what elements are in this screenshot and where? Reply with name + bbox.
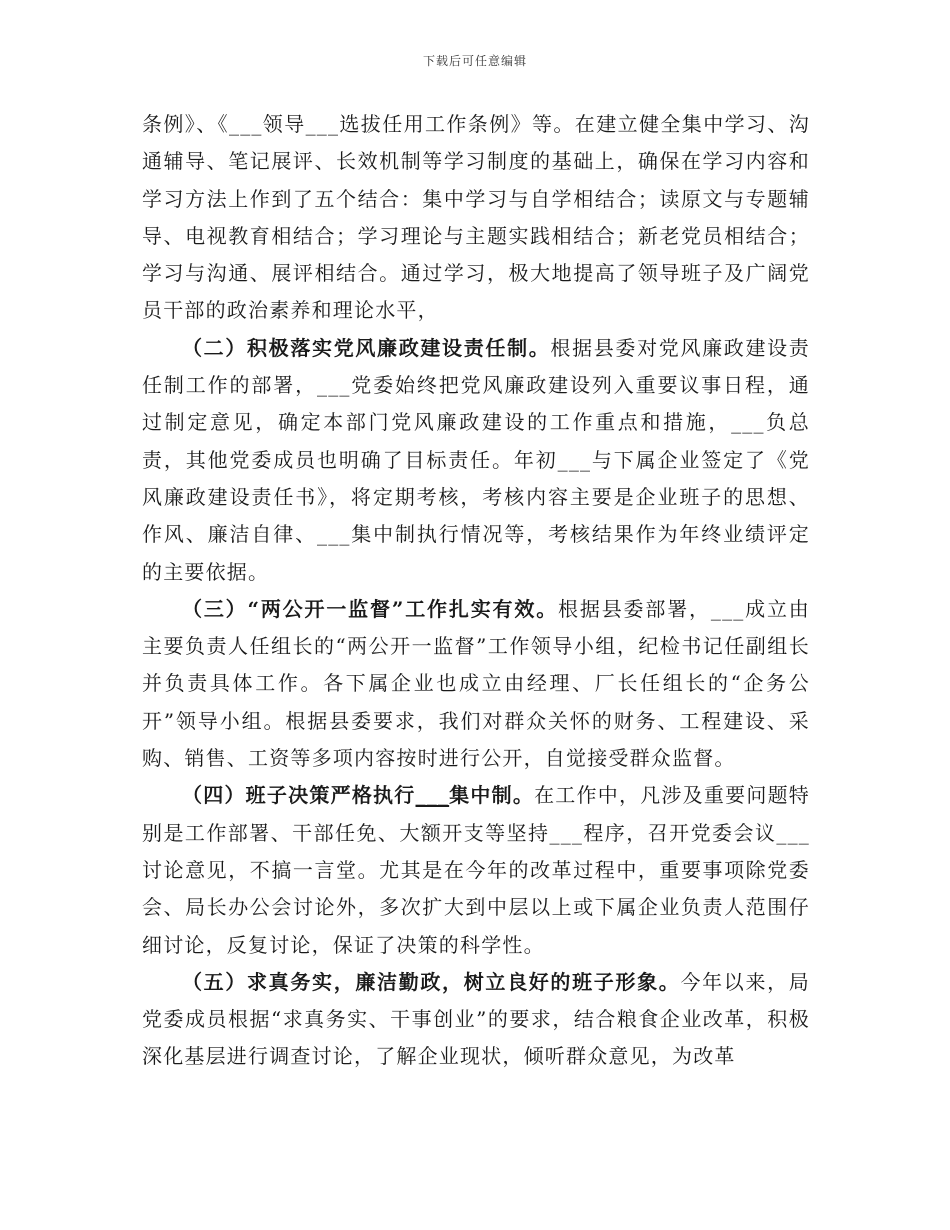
section-heading (182, 783, 534, 807)
paragraph-two-disclosures-one-supervision (142, 591, 810, 777)
paragraph-body: 条例》、《___领导___选拔任用工作条例》等。在建立健全集中学习、沟通辅导、笔记展评、长效机制等学习制度的基础上，确保在学习内容和学习方法上作到了五个结合：集中学习与自学相结合；读原文与专题辅导、电视教育相结合；学习理论与主题实践相结合；新老党员相结合；学习与沟通、展评相结合。通过学习，极大地提高了领导班子及广阔党员干部的政治素养和理论水平， (142, 112, 810, 323)
section-heading: （三）“两公开一监督”工作扎实有效。 (182, 596, 559, 621)
section-heading-suffix: 集中制。 (449, 783, 535, 808)
paragraph-study-continuation (142, 106, 810, 330)
paragraph-body: 在工作中，凡涉及重要问题特别是工作部署、干部任免、大额开支等坚持___程序，召开党委会议___讨论意见，不搞一言堂。尤其是在今年的改革过程中，重要事项除党委会、局长办公会讨论外，多次扩大到中层以上或下属企业负责人范围仔细讨论，反复讨论，保证了决策的科学性。 (142, 783, 810, 957)
page-header: 下载后可任意编辑 (422, 54, 527, 68)
section-heading: （五）求真务实，廉洁勤政，树立良好的班子形象。 (182, 969, 681, 994)
document-body (142, 106, 810, 1076)
paragraph-body: 根据县委对党风廉政建设责任制工作的部署，___党委始终把党风廉政建设列入重要议事日程，通过制定意见，确定本部门党风廉政建设的工作重点和措施，___负总责，其他党委成员也明确了目标责任。年初___与下属企业签定了《党风廉政建设责任书》，将定期考核，考核内容主要是企业班子的思想、作风、廉洁自律、___集中制执行情况等，考核结果作为年终业绩评定的主要依据。 (142, 335, 811, 584)
paragraph-body: 今年以来，局党委成员根据“求真务实、干事创业”的要求，结合粮食企业改革，积极深化基层进行调查讨论，了解企业现状，倾听群众意见，为改革 (142, 969, 810, 1069)
section-heading-blank: ___ (415, 783, 450, 808)
section-heading: （二）积极落实党风廉政建设责任制。 (182, 335, 551, 360)
paragraph-anti-corruption-responsibility (142, 330, 810, 591)
paragraph-pragmatic-image (142, 964, 810, 1076)
paragraph-body: 根据县委部署，___成立由主要负责人任组长的“两公开一监督”工作领导小组，纪检书记任副组长并负责具体工作。各下属企业也成立由经理、厂长任组长的“企务公开”领导小组。根据县委要求，我们对群众关怀的财务、工程建设、采购、销售、工资等多项内容按时进行公开，自觉接受群众监督。 (142, 596, 810, 771)
paragraph-decision-making (142, 777, 810, 963)
section-heading-prefix: （四）班子决策严格执行 (182, 783, 416, 808)
